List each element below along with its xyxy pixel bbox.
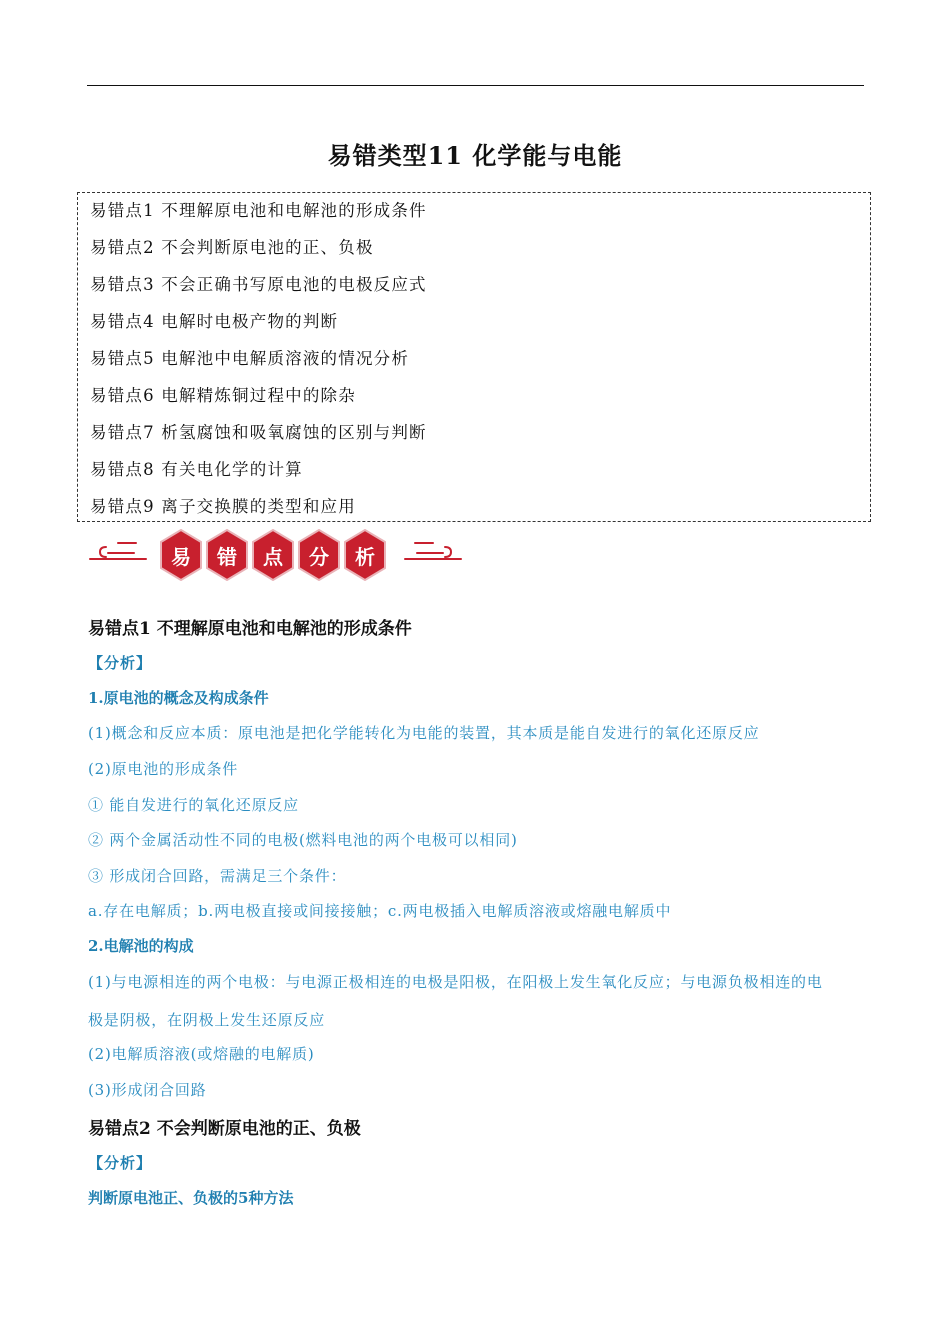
paragraph: (1)概念和反应本质：原电池是把化学能转化为电能的装置，其本质是能自发进行的氧化还原反应	[88, 724, 760, 742]
paragraph: (2)原电池的形成条件	[88, 760, 239, 778]
paragraph: ② 两个金属活动性不同的电极(燃料电池的两个电极可以相同)	[88, 831, 518, 849]
section-2-subheading-1: 判断原电池正、负极的5种方法	[88, 1189, 294, 1207]
section-1-analysis-tag: 【分析】	[88, 654, 153, 672]
section-2-heading: 易错点2 不会判断原电池的正、负极	[88, 1119, 361, 1139]
banner-char-2: 错	[217, 544, 237, 569]
paragraph: a.存在电解质；b.两电极直接或间接接触；c.两电极插入电解质溶液或熔融电解质中	[88, 902, 672, 920]
toc-item-3: 易错点3 不会正确书写原电池的电极反应式	[90, 275, 427, 294]
analysis-banner	[88, 529, 463, 581]
toc-item-6: 易错点6 电解精炼铜过程中的除杂	[90, 386, 356, 405]
document-title: 易错类型11 化学能与电能	[327, 141, 623, 170]
paragraph: ① 能自发进行的氧化还原反应	[88, 796, 299, 814]
paragraph: 极是阴极，在阴极上发生还原反应	[88, 1011, 326, 1029]
banner-char-5: 析	[355, 544, 375, 569]
section-2-analysis-tag: 【分析】	[88, 1154, 153, 1172]
paragraph: (2)电解质溶液(或熔融的电解质)	[88, 1045, 315, 1063]
toc-item-7: 易错点7 析氢腐蚀和吸氧腐蚀的区别与判断	[90, 423, 427, 442]
toc-item-4: 易错点4 电解时电极产物的判断	[90, 312, 339, 331]
header-rule	[87, 85, 864, 86]
section-1-subheading-2: 2.电解池的构成	[88, 937, 194, 955]
toc-item-1: 易错点1 不理解原电池和电解池的形成条件	[90, 201, 427, 220]
banner-char-3: 点	[263, 544, 283, 569]
section-1-heading: 易错点1 不理解原电池和电解池的形成条件	[88, 619, 412, 639]
paragraph: (1)与电源相连的两个电极：与电源正极相连的电极是阳极，在阳极上发生氧化反应；与电源负极相连的电	[88, 973, 823, 991]
paragraph: ③ 形成闭合回路，需满足三个条件：	[88, 867, 347, 885]
paragraph: (3)形成闭合回路	[88, 1081, 207, 1099]
toc-item-2: 易错点2 不会判断原电池的正、负极	[90, 238, 374, 257]
banner-char-1: 易	[171, 544, 191, 569]
toc-item-8: 易错点8 有关电化学的计算	[90, 460, 303, 479]
toc-item-9: 易错点9 离子交换膜的类型和应用	[90, 497, 356, 516]
section-1-subheading-1: 1.原电池的概念及构成条件	[88, 689, 269, 707]
banner-char-4: 分	[309, 544, 329, 569]
toc-item-5: 易错点5 电解池中电解质溶液的情况分析	[90, 349, 410, 368]
toc-box	[77, 192, 871, 522]
